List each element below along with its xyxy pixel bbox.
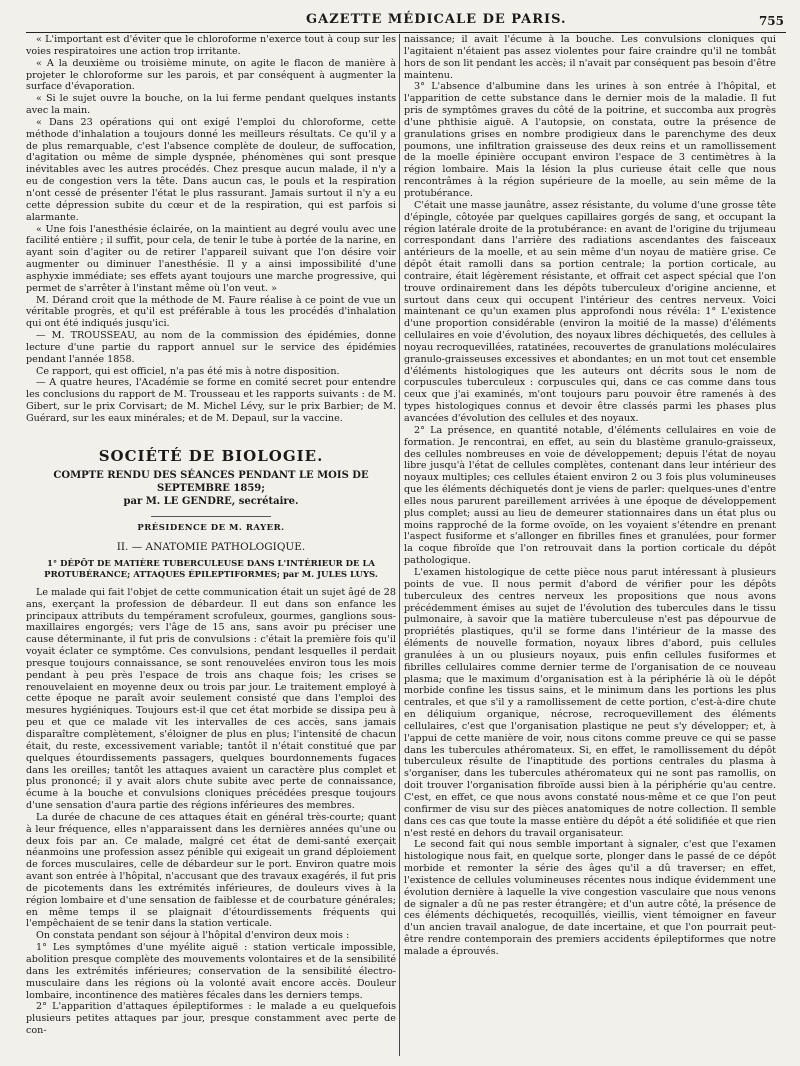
paragraph: On constata pendant son séjour à l'hôpital d'environ deux mois : bbox=[36, 930, 350, 942]
report-heading bbox=[26, 469, 396, 508]
text-columns bbox=[26, 34, 786, 1056]
paragraph: 2° L'apparition d'attaques épileptiformes : le malade a eu quelquefois plusieurs petites attaques par jour, presque constamment avec perte de con- bbox=[26, 1001, 396, 1037]
paragraph: — M. TROUSSEAU, au nom de la commission des épidémies, donne lecture d'une partie du rapport annuel sur le service des épidémies pendant l'année 1858. bbox=[26, 330, 396, 365]
report-line-2: par M. LE GENDRE, secrétaire. bbox=[123, 495, 299, 507]
paragraph: « Dans 23 opérations qui ont exigé l'emploi du chloroforme, cette méthode d'inhalation a toujours donné les meilleurs résultats. Ce qu'il y a de plus remarquable, c'est l'absence complète de douleur, de suffocation, d'agitation ou même de simple dyspnée, phénomènes qui sont presque inévitables avec les autres procédés. Chez presque aucun malade, il n'y a eu de congestion vers la tête. Dans aucun cas, le pouls et la respiration n'ont cessé de présenter l'état le plus rassurant. Jamais surtout il n'y a eu cette dépression subite du cœur et de la respiration, qui est parfois si alarmante. bbox=[26, 116, 396, 223]
paragraph: — A quatre heures, l'Académie se forme en comité secret pour entendre les conclusions du rapport de M. Trousseau et les rapports suivants : de M. Gibert, sur le prix Corvisart; de M. Michel Lévy, sur le prix Barbier; de M. Guérard, sur les eaux minérales; et de M. Depaul, sur la vaccine. bbox=[26, 377, 396, 424]
presidence-line: PRÉSIDENCE DE M. RAYER. bbox=[137, 522, 285, 533]
paragraph: L'examen histologique de cette pièce nous parut intéressant à plusieurs points de vue. Il nous permit d'abord de vérifier pour les dépôts tuberculeux des centres nerveux les propositions que nous avons précédemment émises au sujet de l'évolution des tubercules dans le tissu pulmonaire, à savoir que la matière tuberculeuse n'est pas dépourvue de propriétés plastiques, qu'il se forme dans l'intérieur de la masse des éléments de nouvelle formation, noyaux libres d'abord, puis cellules granulées à un ou plusieurs noyaux, puis enfin cellules fusiformes et fibrilles cellulaires comme dernier terme de l'organisation de ce nouveau plasma; que le maximum d'organisation est à la périphérie là où le dépôt morbide confine les tissus sains, et le minimum dans les portions les plus centrales, et que s'il y a ramollissement de cette portion, c'est-à-dire chute en déliquium organique, nécrose, recroquevillement des éléments cellulaires, c'est que l'organisation plastique ne peut s'y développer; et, à l'appui de cette manière de voir, nous citons comme preuve ce qui se passe dans les tubercules athéromateux. Si, en effet, le ramollissement du dépôt tuberculeux résulte de l'inaptitude des portions centrales du plasma à s'organiser, dans les tubercules athéromateux qui ne sont pas ramollis, on doit trouver l'organisation fibroïde aussi bien à la périphérie qu'au centre. C'est, en effet, ce que nous avons constaté nous-même et ce que l'on peut confirmer de visu sur des pièces anatomiques de notre collection. Il semble dans ces cas que toute la masse entière du dépôt a été solidifiée et que rien n'est resté en dehors du travail organisateur. bbox=[404, 566, 776, 839]
column-divider bbox=[399, 34, 400, 1056]
section-heading: II. — ANATOMIE PATHOLOGIQUE. bbox=[116, 540, 306, 553]
paragraph: « A la deuxième ou troisième minute, on agite le flacon de manière à projeter le chloroforme sur les parois, et par conséquent à augmenter la surface d'évaporation. bbox=[26, 57, 396, 93]
paragraph: 1° Les symptômes d'une myélite aiguë : station verticale impossible, abolition presque complète des mouvements volontaires et de la sensibilité dans les extrémités inférieures; conservation de la sensibilité électro-musculaire dans les régions où la volonté avait encore accès. Douleur lombaire, incontinence des matières fécales dans les derniers temps. bbox=[26, 942, 396, 1001]
paragraph: naissance; il avait l'écume à la bouche. Les convulsions cloniques qui l'agitaient n'étaient pas assez violentes pour faire craindre qu'il ne tombât hors de son lit pendant les accès; il n'avait par conséquent pas besoin d'être maintenu. bbox=[404, 34, 776, 81]
divider bbox=[151, 516, 271, 517]
paragraph: 3° L'absence d'albumine dans les urines à son entrée à l'hôpital, et l'apparition de cette substance dans le dernier mois de la maladie. Il fut pris de symptômes graves du côté de la poitrine, et succomba aux progrès d'une phthisie aiguë. A l'autopsie, on constata, outre la présence de granulations grises en nombre prodigieux dans le parenchyme des deux poumons, une infiltration graisseuse des deux reins et un ramollissement de la moelle épinière occupant environ l'espace de 3 centimètres à la région lombaire. Mais la lésion la plus curieuse était celle que nous rencontrâmes à la région supérieure de la moelle, au sein même de la protubérance. bbox=[404, 81, 776, 199]
paragraph: « L'important est d'éviter que le chloroforme n'exerce tout à coup sur les voies respiratoires une action trop irritante. bbox=[26, 34, 396, 57]
paragraph: C'était une masse jaunâtre, assez résistante, du volume d'une grosse tête d'épingle, côtoyée par quelques capillaires gorgés de sang, et occupant la région latérale droite de la protubérance: en avant de l'origine du trijumeau correspondant dans l'arrière des radiations ascendantes des faisceaux antérieurs de la moelle, et au sein même d'un noyau de matière grise. Ce dépôt était ramolli dans sa portion centrale; la portion corticale, au contraire, était légèrement résistante, et offrait cet aspect spécial que l'on trouve ordinairement dans les dépôts tuberculeux d'origine ancienne, et surtout dans ceux qui occupent l'intérieur des centres nerveux. Voici maintenant ce qu'un examen plus approfondi nous révéla: 1° L'existence d'une proportion considérable (environ la moitié de la masse) d'éléments cellulaires en voie d'évolution, des noyaux libres déchiquetés, des cellules à noyau recroquevillées, ratatinées, recouvertes de granulations moléculaires granulo-graisseuses excessives et abondantes; en un mot tout cet ensemble d'éléments histologiques que les auteurs ont décrits sous le nom de corpuscules tuberculeux : corpuscules qui, dans ce cas comme dans tous ceux que j'ai examinés, m'ont toujours paru pouvoir être ramenés à des types histologiques connus et devoir être classés parmi les phases plus avancées d'évolution des cellules et des noyaux. bbox=[404, 199, 776, 424]
page-header bbox=[26, 6, 786, 33]
paragraph: Le second fait qui nous semble important à signaler, c'est que l'examen histologique nous fait, en quelque sorte, plonger dans le passé de ce dépôt morbide et remonter la série des âges qu'il a dû traverser; en effet, l'existence de cellules volumineuses récentes nous indique évidemment une évolution dernière à laquelle la vive congestion vasculaire que nous venons de signaler a dû ne pas rester étrangère; et d'un autre côté, la présence de ces éléments déchiquetés, recoquillés, vieillis, vient témoigner en faveur d'un ancien travail analogue, de date incertaine, et que l'on pourrait peut-être rendre contemporain des premiers accidents épileptiformes que notre malade a éprouvés. bbox=[404, 839, 776, 957]
report-line-1: COMPTE RENDU DES SÉANCES PENDANT LE MOIS DE SEPTEMBRE 1859; bbox=[53, 469, 369, 494]
paragraph: « Une fois l'anesthésie éclairée, on la maintient au degré voulu avec une facilité entière ; il suffit, pour cela, de tenir le tube à portée de la narine, en ayant soin d'agiter ou de retirer l'appareil suivant que l'on désire voir augmenter ou diminuer l'anesthésie. Il y a ainsi impossibilité d'une asphyxie immédiate; ses effets ayant toujours une marche progressive, qui permet de s'arrêter à l'instant même où l'on veut. » bbox=[26, 223, 396, 294]
paragraph: Ce rapport, qui est officiel, n'a pas été mis à notre disposition. bbox=[36, 365, 340, 377]
society-title: SOCIÉTÉ DE BIOLOGIE. bbox=[98, 446, 324, 465]
paragraph: « Si le sujet ouvre la bouche, on la lui ferme pendant quelques instants avec la main. bbox=[26, 93, 396, 117]
right-column bbox=[404, 34, 776, 1056]
paragraph: M. Dérand croit que la méthode de M. Faure réalise à ce point de vue un véritable progrès, et qu'il est préférable à tous les procédés d'inhalation qui ont été indiqués jusqu'ici. bbox=[26, 294, 396, 330]
left-column bbox=[26, 34, 396, 1056]
paragraph: Le malade qui fait l'objet de cette communication était un sujet âgé de 28 ans, exerçant la profession de débardeur. Il eut dans son enfance les principaux attributs du tempérament scrofuleux, gourmes, ganglions sous-maxillaires engorgés; vers l'âge de 15 ans, sans avoir pu préciser une cause déterminante, il fut pris de convulsions : c'était la première fois qu'il voyait éclater ce symptôme. Ces convulsions, pendant lesquelles il perdait presque toujours connaissance, se sont renouvelées environ tous les mois pendant à peu près l'espace de trois ans chaque fois; les crises se renouvelaient en moyenne deux ou trois par jour. Le traitement employé à cette époque ne paraît avoir seulement consisté que dans l'emploi des mesures hygiéniques. Toujours est-il que cet état morbide se dissipa peu à peu et que ce malade vit les intervalles de ces accès, sans jamais disparaître complètement, s'éloigner de plus en plus; l'intensité de chacun était, du reste, excessivement variable; tantôt il n'était constitué que par quelques étourdissements passagers, quelques bourdonnements fugaces dans les oreilles; tantôt les attaques avaient un caractère plus complet et plus prononcé; il y avait alors chute subite avec perte de connaissance, écume à la bouche et convulsions cloniques précédées presque toujours d'une sensation d'aura partie des régions inférieures des membres. bbox=[26, 586, 396, 812]
paragraph: 2° La présence, en quantité notable, d'éléments cellulaires en voie de formation. Je rencontrai, en effet, au sein du blastème granulo-graisseux, des cellules nombreuses en voie de développement; depuis l'état de noyau libre jusqu'à l'état de cellules complètes, contenant dans leur intérieur des noyaux multiples; ces cellules étaient environ 2 ou 3 fois plus volumineuses que les éléments déchiquetés dont je viens de parler: quelques-unes d'entre elles nous parurent pareillement arrivées à une époque de développement plus complet; aussi au lieu de demeurer stationnaires dans un état plus ou moins rapproché de la forme ovoïde, on les voyaient s'étendre en prenant l'aspect fusiforme et s'allonger en fibrilles fines et granulées, pour former la coque fibroïde que l'on retrouvait dans la portion corticale du dépôt pathologique. bbox=[404, 424, 776, 567]
case-title: 1° DÉPÔT DE MATIÈRE TUBERCULEUSE DANS L'INTÉRIEUR DE LA PROTUBÉRANCE; ATTAQUES ÉPILEPTIFORMES; par M. JULES LUYS. bbox=[44, 558, 378, 580]
paragraph: La durée de chacune de ces attaques était en général très-courte; quant à leur fréquence, elles n'apparaissent dans les dernières années qu'une ou deux fois par an. Ce malade, malgré cet état de demi-santé exerçait néanmoins une profession assez pénible qui exigeait un grand déploiement de forces musculaires, celle de débardeur sur le port. Environ quatre mois avant son entrée à l'hôpital, n'accusant que des travaux exagérés, il fut pris de picotements dans les extrémités inférieures, de douleurs vives à la région lombaire et d'une sensation de faiblesse et de courbature générales; en même temps il se plaignait d'étourdissements fréquents qui l'empêchaient de se tenir dans la station verticale. bbox=[26, 811, 396, 930]
journal-title: GAZETTE MÉDICALE DE PARIS. bbox=[306, 12, 567, 27]
page-number: 755 bbox=[758, 14, 784, 28]
